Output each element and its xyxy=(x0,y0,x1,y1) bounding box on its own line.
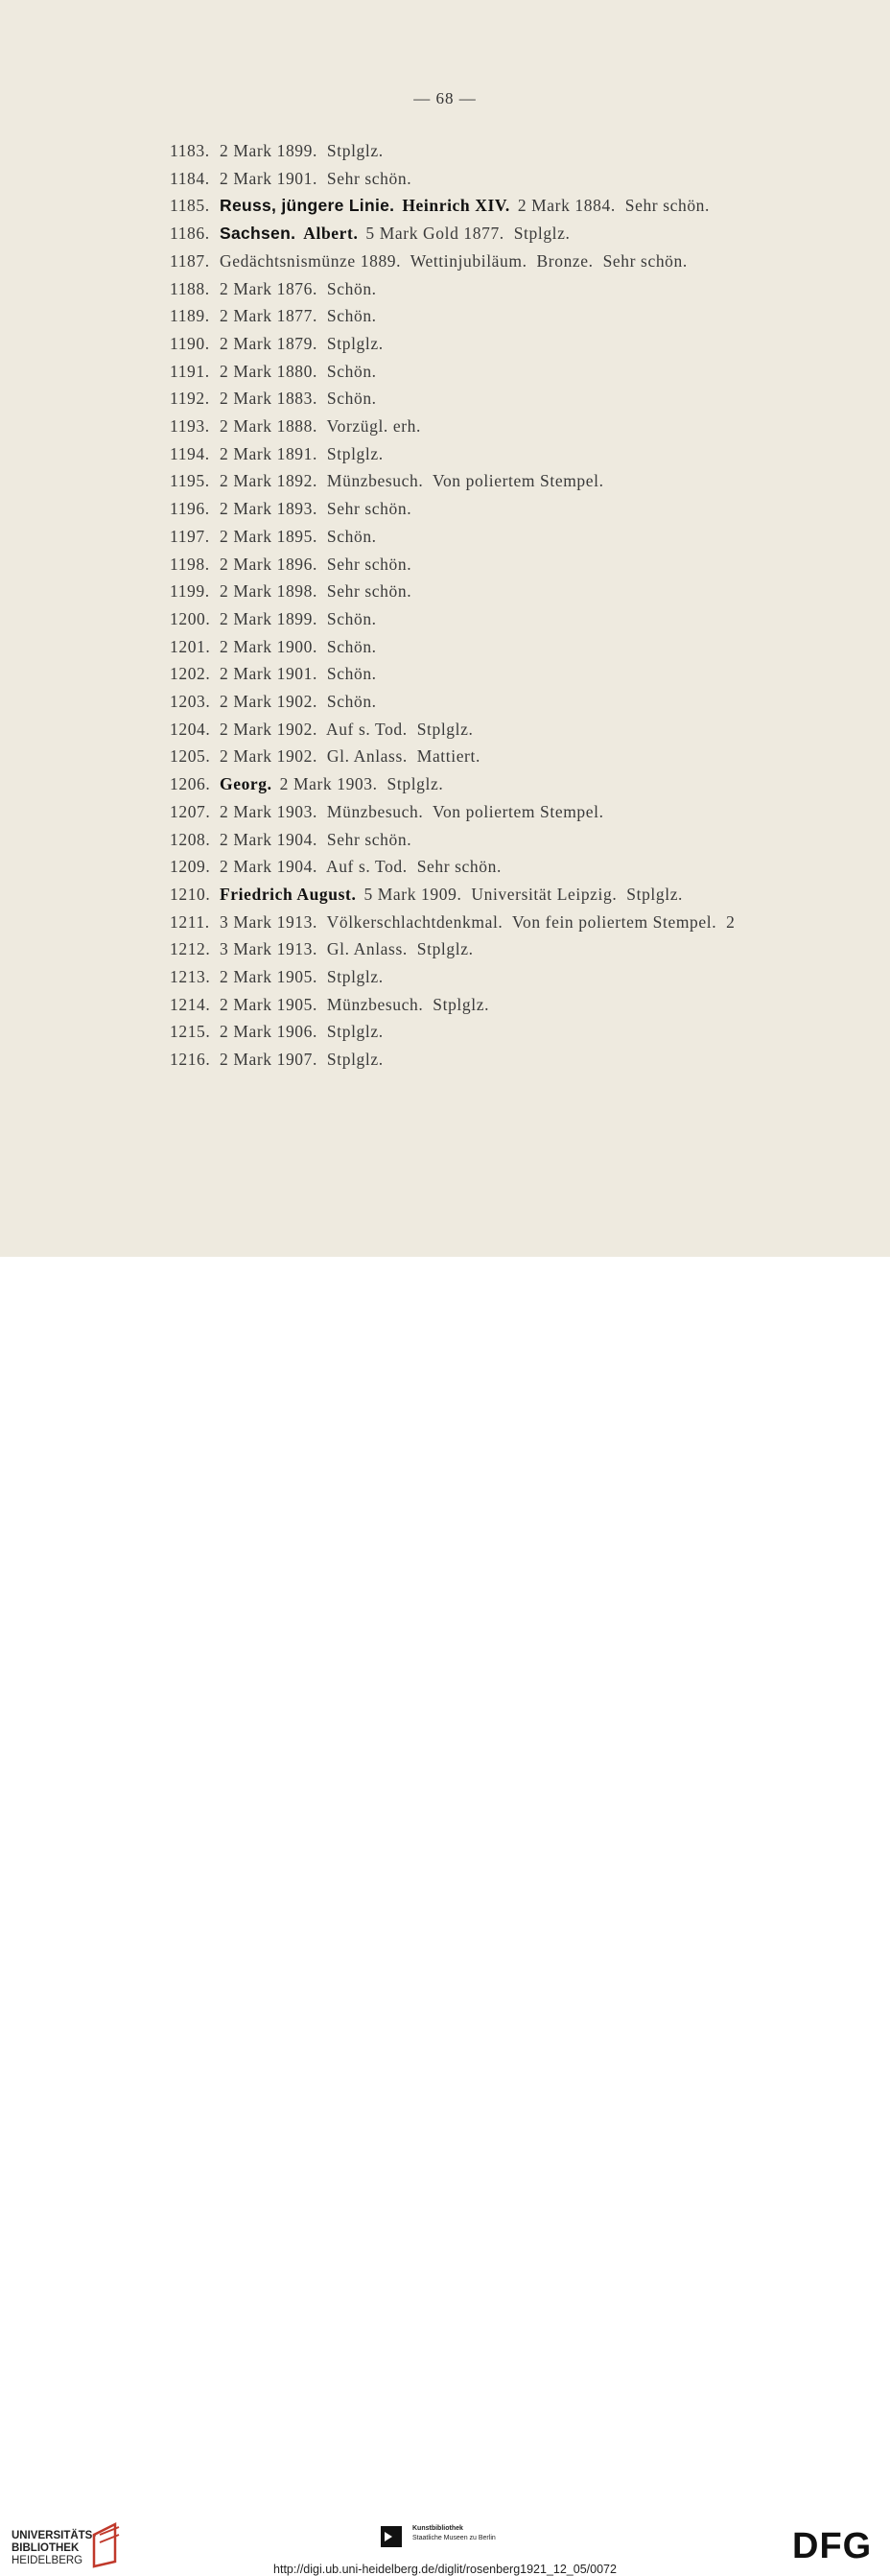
kb-logo-line-1: Kunstbibliothek xyxy=(412,2525,463,2532)
lot-number: 1201. xyxy=(170,636,211,656)
list-item xyxy=(170,362,377,383)
lot-description: 5 Mark 1909. Universität Leipzig. Stplglz. xyxy=(363,884,684,904)
lot-description: 2 Mark 1880. Schön. xyxy=(220,361,377,381)
lot-description: 2 Mark 1895. Schön. xyxy=(220,526,377,546)
list-item xyxy=(170,416,421,437)
lot-description: 3 Mark 1913. Gl. Anlass. Stplglz. xyxy=(220,939,474,959)
lot-heading: Friedrich August. xyxy=(220,884,357,904)
lot-number: 1206. xyxy=(170,774,211,794)
list-item xyxy=(170,939,474,960)
lot-number: 1204. xyxy=(170,719,211,739)
lot-number: 1194. xyxy=(170,443,210,463)
list-item xyxy=(170,279,377,300)
list-item xyxy=(170,389,377,410)
scanned-page xyxy=(0,0,890,1257)
list-item xyxy=(170,224,571,245)
lot-description: 2 Mark 1892. Münzbesuch. Von poliertem Stempel. xyxy=(220,471,604,491)
list-item xyxy=(170,471,604,492)
lot-description: 2 Mark 1901. Schön. xyxy=(220,664,377,684)
list-item xyxy=(170,664,377,685)
list-item xyxy=(170,995,489,1016)
lot-description: 2 Mark 1877. Schön. xyxy=(220,306,377,326)
lot-number: 1198. xyxy=(170,554,210,574)
list-item xyxy=(170,169,411,190)
lot-heading: Reuss, jüngere Linie. xyxy=(220,196,395,216)
list-item xyxy=(170,967,384,988)
list-item xyxy=(170,774,443,795)
lot-description: 2 Mark 1893. Sehr schön. xyxy=(220,499,412,519)
list-item xyxy=(170,251,688,272)
source-url[interactable]: http://digi.ub.uni-heidelberg.de/diglit/rosenberg1921_12_05/0072 xyxy=(273,2563,617,2576)
lot-description: 2 Mark 1883. Schön. xyxy=(220,389,377,409)
lot-heading: Albert. xyxy=(303,224,359,244)
lot-number: 1203. xyxy=(170,692,211,711)
kunstbibliothek-logo[interactable] xyxy=(412,2524,496,2543)
list-item xyxy=(170,444,384,465)
lot-description: 3 Mark 1913. Völkerschlachtdenkmal. Von fein poliertem Stempel. 2 xyxy=(220,911,736,932)
kb-logo-line-2: Staatliche Museen zu Berlin xyxy=(412,2535,496,2541)
lot-description: 2 Mark 1888. Vorzügl. erh. xyxy=(220,416,421,436)
lot-number: 1196. xyxy=(170,499,210,519)
dfg-logo[interactable]: DFG xyxy=(792,2526,873,2566)
lot-description: 2 Mark 1900. Schön. xyxy=(220,636,377,656)
lot-heading: Heinrich XIV. xyxy=(402,196,510,216)
lot-number: 1200. xyxy=(170,608,211,628)
lot-description: 2 Mark 1899. Stplglz. xyxy=(220,141,384,160)
lot-number: 1207. xyxy=(170,801,211,821)
lot-description: 2 Mark 1902. Schön. xyxy=(220,692,377,711)
lot-number: 1214. xyxy=(170,994,211,1014)
list-item xyxy=(170,692,377,713)
lot-description: 2 Mark 1884. Sehr schön. xyxy=(517,196,710,216)
lot-description: 2 Mark 1902. Gl. Anlass. Mattiert. xyxy=(220,746,480,767)
list-item xyxy=(170,1022,384,1043)
lot-description: 2 Mark 1896. Sehr schön. xyxy=(220,554,412,574)
list-item xyxy=(170,141,384,162)
lot-number: 1189. xyxy=(170,306,210,326)
lot-description: 2 Mark 1907. Stplglz. xyxy=(220,1050,384,1070)
lot-description: 2 Mark 1899. Schön. xyxy=(220,608,377,628)
lot-number: 1199. xyxy=(170,581,210,602)
lot-description: 2 Mark 1879. Stplglz. xyxy=(220,333,384,353)
lot-number: 1193. xyxy=(170,416,210,436)
lot-description: 2 Mark 1905. Stplglz. xyxy=(220,967,384,986)
lot-description: 2 Mark 1902. Auf s. Tod. Stplglz. xyxy=(220,719,474,739)
lot-number: 1195. xyxy=(170,471,210,491)
lot-number: 1213. xyxy=(170,967,211,986)
list-item xyxy=(170,746,480,768)
list-item xyxy=(170,499,411,520)
lot-number: 1212. xyxy=(170,939,211,959)
lot-description: 2 Mark 1898. Sehr schön. xyxy=(220,581,412,602)
list-item xyxy=(170,555,411,576)
lot-number: 1205. xyxy=(170,746,211,767)
lot-heading: Georg. xyxy=(220,774,272,794)
list-item xyxy=(170,1050,384,1071)
lot-description: 2 Mark 1876. Schön. xyxy=(220,278,377,298)
lot-number: 1211. xyxy=(170,911,210,932)
lot-number: 1197. xyxy=(170,526,210,546)
lot-description: 2 Mark 1903. Münzbesuch. Von poliertem Stempel. xyxy=(220,801,604,821)
lot-heading: Sachsen. xyxy=(220,224,296,244)
lot-number: 1185. xyxy=(170,196,210,216)
list-item xyxy=(170,196,710,217)
list-item xyxy=(170,720,473,741)
lot-number: 1216. xyxy=(170,1050,211,1070)
list-item xyxy=(170,802,604,823)
list-item xyxy=(170,912,736,934)
lot-number: 1192. xyxy=(170,389,210,409)
lot-description: 2 Mark 1904. Sehr schön. xyxy=(220,829,412,849)
lot-number: 1184. xyxy=(170,168,210,188)
list-item xyxy=(170,885,683,906)
list-item xyxy=(170,830,411,851)
list-item xyxy=(170,609,377,630)
list-item xyxy=(170,306,377,327)
kunstbibliothek-mark-icon xyxy=(381,2526,402,2547)
lot-description: 2 Mark 1905. Münzbesuch. Stplglz. xyxy=(220,994,490,1014)
lot-description: 2 Mark 1904. Auf s. Tod. Sehr schön. xyxy=(220,857,502,877)
list-item xyxy=(170,857,502,878)
lot-number: 1215. xyxy=(170,1022,211,1042)
lot-description: 2 Mark 1891. Stplglz. xyxy=(220,443,384,463)
lot-number: 1187. xyxy=(170,250,210,271)
lot-number: 1190. xyxy=(170,333,210,353)
lot-number: 1209. xyxy=(170,857,211,877)
lot-number: 1186. xyxy=(170,224,210,244)
uni-logo-line-1: UNIVERSITÄTS- xyxy=(12,2530,97,2541)
lot-number: 1208. xyxy=(170,829,211,849)
list-item xyxy=(170,334,384,355)
lot-description: Gedächtsnismünze 1889. Wettinjubiläum. Bronze. Sehr schön. xyxy=(220,250,688,271)
lot-description: 2 Mark 1906. Stplglz. xyxy=(220,1022,384,1042)
list-item xyxy=(170,637,377,658)
footer-bar xyxy=(0,1257,890,2576)
list-item xyxy=(170,527,377,548)
uni-logo-line-2: BIBLIOTHEK xyxy=(12,2542,80,2554)
lot-description: 2 Mark 1903. Stplglz. xyxy=(279,774,444,794)
lot-number: 1210. xyxy=(170,884,211,904)
list-item xyxy=(170,581,411,603)
lot-number: 1202. xyxy=(170,664,211,684)
page-number: — 68 — xyxy=(413,89,477,107)
lot-number: 1191. xyxy=(170,361,210,381)
lot-number: 1183. xyxy=(170,141,210,160)
lot-description: 5 Mark Gold 1877. Stplglz. xyxy=(365,224,571,244)
uni-logo-line-3: HEIDELBERG xyxy=(12,2555,83,2566)
lot-number: 1188. xyxy=(170,278,210,298)
lot-description: 2 Mark 1901. Sehr schön. xyxy=(220,168,412,188)
